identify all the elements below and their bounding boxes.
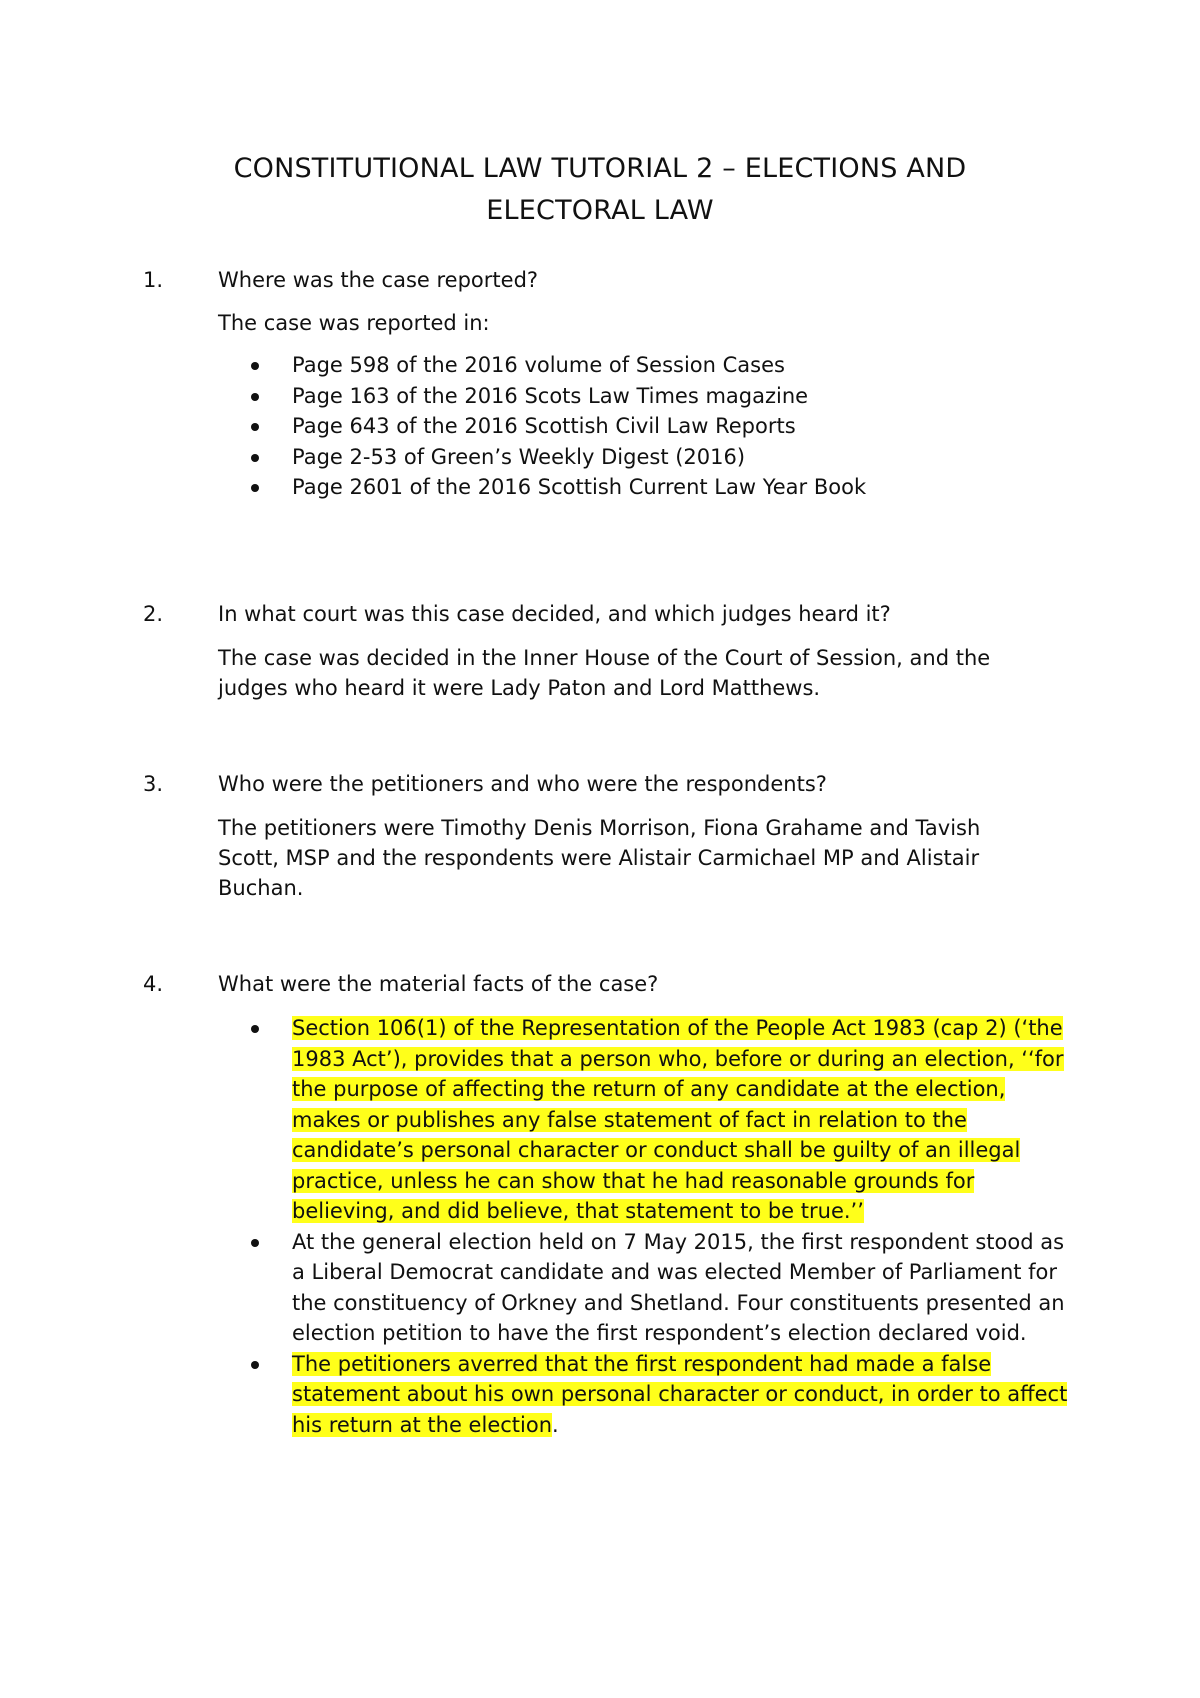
question-text: Where was the case reported? (218, 268, 539, 292)
answer-text: The petitioners were Timothy Denis Morrison, Fiona Grahame and Tavish Scott, MSP and the respondents were Alistair Carmichael MP and Alistair Buchan. (218, 816, 981, 900)
list-item: Page 2-53 of Green’s Weekly Digest (2016) (218, 442, 1078, 473)
question-text: In what court was this case decided, and which judges heard it? (218, 602, 891, 626)
question-number: 2. (143, 602, 164, 626)
bullet-icon (251, 362, 259, 370)
list-item: Page 163 of the 2016 Scots Law Times magazine (218, 381, 1078, 412)
reported-list (218, 350, 1078, 503)
bullet-icon (251, 1239, 259, 1247)
bullet-icon (251, 454, 259, 462)
highlighted-text: Section 106(1) of the Representation of the People Act 1983 (cap 2) (‘the 1983 Act’), provides that a person who, before or during an election, ‘‘for the purpose of affecting the return of any candidate at the election, makes or publishes any false statement of fact in relation to the candidate’s personal character or conduct shall be guilty of an illegal practice, unless he can show that he had reasonable grounds for believing, and did believe, that statement to be true.’’ (292, 1016, 1064, 1223)
question-text: What were the material facts of the case? (218, 972, 659, 996)
bullet-icon (251, 423, 259, 431)
bullet-icon (251, 484, 259, 492)
title-line-2: ELECTORAL LAW (486, 195, 714, 226)
bullet-icon (251, 1025, 259, 1033)
answer-intro: The case was reported in: (218, 311, 490, 335)
list-item: The petitioners averred that the first respondent had made a false statement about his own personal character or conduct, in order to affect his return at the election. (218, 1349, 1078, 1441)
bullet-icon (251, 1361, 259, 1369)
list-item: At the general election held on 7 May 2015, the first respondent stood as a Liberal Democrat candidate and was elected Member of Parliament for the constituency of Orkney and Shetland. Four constituents presented an election petition to have the first respondent’s election declared void. (218, 1227, 1078, 1349)
title-line-1: CONSTITUTIONAL LAW TUTORIAL 2 – ELECTIONS AND (233, 153, 967, 184)
material-facts-list (218, 1013, 1078, 1440)
question-number: 4. (143, 972, 164, 996)
list-item: Page 643 of the 2016 Scottish Civil Law Reports (218, 411, 1078, 442)
document-title (0, 148, 1200, 232)
list-item (218, 1013, 1078, 1227)
question-number: 3. (143, 772, 164, 796)
highlighted-text: The petitioners averred that the first respondent had made a false statement about his own personal character or conduct, in order to affect his return at the election (292, 1351, 1068, 1437)
bullet-icon (251, 393, 259, 401)
list-item: Page 598 of the 2016 volume of Session Cases (218, 350, 1078, 381)
question-number: 1. (143, 268, 164, 292)
list-item: Page 2601 of the 2016 Scottish Current Law Year Book (218, 472, 1078, 503)
answer-text: The case was decided in the Inner House of the Court of Session, and the judges who heard it were Lady Paton and Lord Matthews. (218, 646, 991, 700)
question-text: Who were the petitioners and who were the respondents? (218, 772, 827, 796)
